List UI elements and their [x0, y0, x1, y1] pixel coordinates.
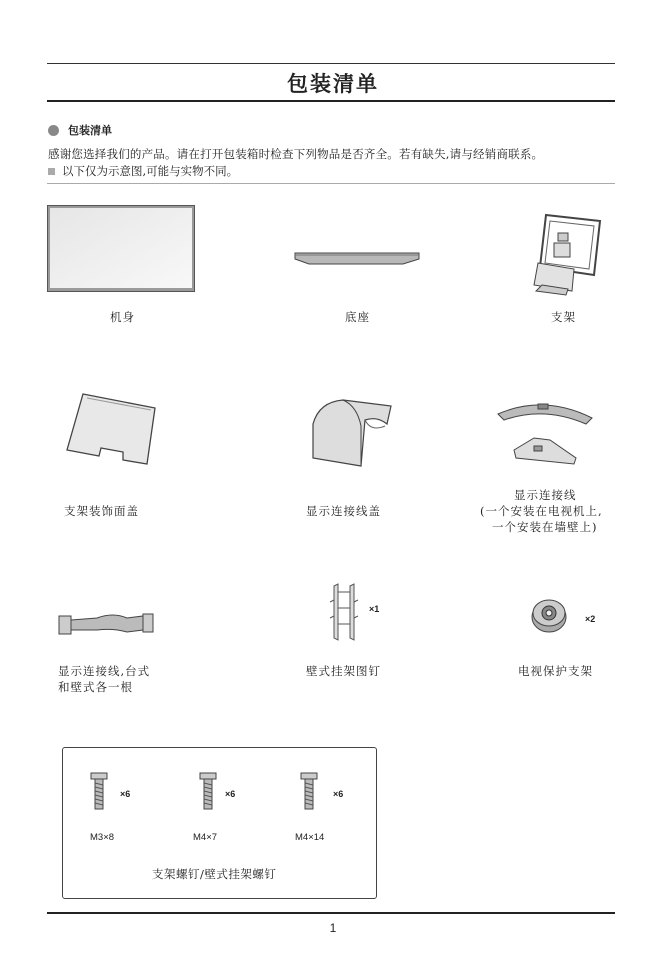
caption-body: 机身	[110, 310, 135, 324]
wall-pin-qty: ×1	[369, 604, 380, 614]
caption-cable-note-2: 一个安装在墙壁上)	[492, 520, 598, 534]
title-rule	[47, 100, 615, 102]
screw-m4x7-icon	[199, 772, 217, 812]
stand-cover-illustration	[63, 392, 158, 472]
screw-qty-1: ×6	[120, 789, 131, 799]
caption-cable-line1: 显示连接线,台式	[58, 664, 151, 678]
cable-cover-illustration	[305, 396, 395, 471]
protector-qty: ×2	[585, 614, 596, 624]
note-text: 以下仅为示意图,可能与实物不同。	[62, 164, 239, 178]
caption-base: 底座	[345, 310, 370, 324]
stand-illustration	[528, 213, 603, 298]
section-rule	[47, 183, 615, 184]
wall-pin-illustration	[328, 582, 360, 644]
bottom-rule	[47, 912, 615, 914]
screw-size-1: M3×8	[90, 832, 115, 843]
screws-caption: 支架螺钉/壁式挂架螺钉	[152, 867, 277, 881]
top-rule	[47, 63, 615, 64]
note-square-icon	[48, 168, 55, 175]
caption-cable-cover: 显示连接线盖	[306, 504, 381, 518]
protector-illustration	[529, 595, 569, 635]
caption-cable-title: 显示连接线	[514, 488, 577, 502]
cable-illustration	[57, 608, 157, 638]
section-heading: 包装清单	[68, 124, 112, 137]
caption-wall-pin: 壁式挂架图钉	[306, 664, 381, 678]
screw-m4x14-icon	[300, 772, 318, 812]
caption-stand-cover: 支架装饰面盖	[64, 504, 139, 518]
caption-cable-line2: 和壁式各一根	[58, 680, 133, 694]
intro-text: 感谢您选择我们的产品。请在打开包装箱时检查下列物品是否齐全。若有缺失,请与经销商联系。	[48, 147, 544, 161]
screw-m3x8-icon	[90, 772, 108, 812]
base-illustration	[293, 250, 423, 270]
caption-protector: 电视保护支架	[518, 664, 593, 678]
screw-qty-2: ×6	[225, 789, 236, 799]
screw-size-2: M4×7	[193, 832, 218, 843]
display-cable-illustration	[494, 400, 599, 472]
page-title: 包装清单	[287, 72, 379, 96]
page-number: 1	[329, 921, 337, 935]
screw-size-3: M4×14	[295, 832, 325, 843]
screw-qty-3: ×6	[333, 789, 344, 799]
bullet-dot-icon	[48, 125, 59, 136]
caption-stand: 支架	[551, 310, 576, 324]
caption-cable-note-1: (一个安装在电视机上,	[480, 504, 603, 518]
tv-body-illustration	[47, 205, 197, 295]
